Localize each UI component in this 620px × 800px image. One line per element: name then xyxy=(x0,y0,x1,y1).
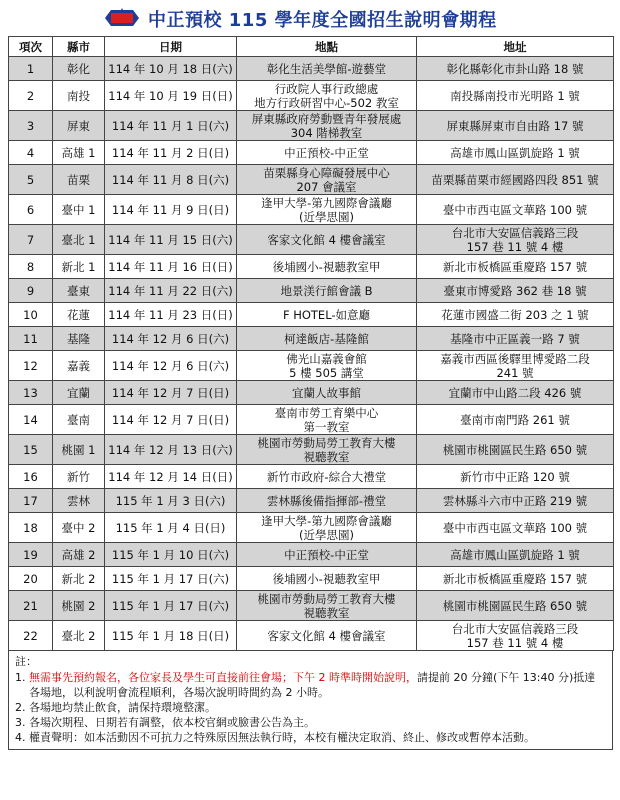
cell-city: 新竹 xyxy=(53,465,105,489)
column-header-city: 縣市 xyxy=(53,37,105,57)
cell-venue xyxy=(237,81,417,111)
cell-address-line: 高雄市鳳山區凱旋路 1 號 xyxy=(450,547,580,562)
cell-address xyxy=(417,303,614,327)
cell-number: 3 xyxy=(9,111,53,141)
cell-venue xyxy=(237,543,417,567)
table-row xyxy=(9,195,614,225)
table-row xyxy=(9,351,614,381)
table-row xyxy=(9,567,614,591)
cell-venue-line: 雲林縣後備指揮部-禮堂 xyxy=(266,493,387,508)
cell-number: 8 xyxy=(9,255,53,279)
cell-date: 114 年 11 月 8 日(六) xyxy=(105,165,237,195)
cell-address-line: 臺南市南門路 261 號 xyxy=(460,412,570,427)
cell-date: 114 年 11 月 9 日(日) xyxy=(105,195,237,225)
cell-venue xyxy=(237,381,417,405)
schedule-sheet xyxy=(8,36,613,750)
cell-address xyxy=(417,513,614,543)
cell-date: 114 年 11 月 1 日(六) xyxy=(105,111,237,141)
cell-date: 115 年 1 月 17 日(六) xyxy=(105,567,237,591)
cell-address xyxy=(417,405,614,435)
cell-venue-line: 逢甲大學-第九國際會議廳 xyxy=(261,513,392,528)
column-header-venue: 地點 xyxy=(237,37,417,57)
table-row xyxy=(9,111,614,141)
cell-date: 114 年 11 月 15 日(六) xyxy=(105,225,237,255)
cell-venue-line: 視聽教室 xyxy=(303,605,350,620)
table-row xyxy=(9,465,614,489)
cell-venue xyxy=(237,57,417,81)
cell-venue-line: (近學思園) xyxy=(299,209,354,224)
note-item xyxy=(15,670,606,700)
page-title: 中正預校 115 學年度全國招生說明會期程 xyxy=(148,10,497,31)
cell-address-line: 241 號 xyxy=(496,365,534,380)
page-header xyxy=(0,0,620,36)
cell-venue-line: 屏東縣政府勞動暨青年發展處 xyxy=(251,111,402,126)
note-number: 3. xyxy=(15,716,26,729)
cell-number: 19 xyxy=(9,543,53,567)
cell-venue-line: 304 階梯教室 xyxy=(290,125,363,140)
cell-address-line: 157 巷 11 號 4 樓 xyxy=(466,239,564,254)
table-row xyxy=(9,591,614,621)
schedule-table xyxy=(8,36,614,651)
cell-city: 基隆 xyxy=(53,327,105,351)
cell-address xyxy=(417,255,614,279)
cell-number: 16 xyxy=(9,465,53,489)
cell-venue xyxy=(237,591,417,621)
cell-address xyxy=(417,543,614,567)
cell-city: 屏東 xyxy=(53,111,105,141)
cell-address xyxy=(417,195,614,225)
cell-address xyxy=(417,57,614,81)
cell-venue xyxy=(237,279,417,303)
note-item xyxy=(15,715,606,730)
table-row xyxy=(9,255,614,279)
cell-number: 21 xyxy=(9,591,53,621)
note-highlight-text: 無需事先預約報名，各位家長及學生可直接前往會場；下午 2 時準時開始說明， xyxy=(29,671,417,684)
column-header-address: 地址 xyxy=(417,37,614,57)
cell-venue-line: 第一教室 xyxy=(303,419,350,434)
cell-number: 15 xyxy=(9,435,53,465)
cell-venue xyxy=(237,351,417,381)
cell-address-line: 花蓮市國盛二街 203 之 1 號 xyxy=(441,307,589,322)
note-body-text: 各場次期程、日期若有調整，依本校官網或臉書公告為主。 xyxy=(29,716,315,729)
cell-address-line: 彰化縣彰化市卦山路 18 號 xyxy=(446,61,584,76)
cell-address-line: 基隆市中正區義一路 7 號 xyxy=(450,331,580,346)
note-body-text: 各場地均禁止飲食，請保持環境整潔。 xyxy=(29,701,216,714)
cell-date: 114 年 12 月 13 日(六) xyxy=(105,435,237,465)
table-row xyxy=(9,225,614,255)
cell-venue xyxy=(237,327,417,351)
cell-venue-line: 207 會議室 xyxy=(296,179,357,194)
cell-address xyxy=(417,591,614,621)
table-row xyxy=(9,279,614,303)
cell-number: 4 xyxy=(9,141,53,165)
cell-date: 114 年 12 月 7 日(日) xyxy=(105,381,237,405)
cell-address-line: 雲林縣斗六市中正路 219 號 xyxy=(442,493,588,508)
cell-address xyxy=(417,165,614,195)
cell-venue-line: 佛光山嘉義會館 xyxy=(286,351,367,366)
cell-date: 114 年 11 月 16 日(日) xyxy=(105,255,237,279)
cell-venue-line: 新竹市政府-綜合大禮堂 xyxy=(266,469,387,484)
cell-address xyxy=(417,279,614,303)
cell-date: 114 年 10 月 18 日(六) xyxy=(105,57,237,81)
cell-venue-line: 柯達飯店-基隆館 xyxy=(284,331,369,346)
note-item xyxy=(15,700,606,715)
cell-number: 5 xyxy=(9,165,53,195)
table-row xyxy=(9,621,614,651)
table-row xyxy=(9,435,614,465)
cell-date: 114 年 11 月 22 日(六) xyxy=(105,279,237,303)
cell-venue-line: 客家文化館 4 樓會議室 xyxy=(267,628,386,643)
school-emblem-icon xyxy=(104,7,140,29)
cell-venue-line: (近學思園) xyxy=(299,527,354,542)
cell-address-line: 台北市大安區信義路三段 xyxy=(451,621,579,636)
cell-address-line: 高雄市鳳山區凱旋路 1 號 xyxy=(450,145,580,160)
column-header-date: 日期 xyxy=(105,37,237,57)
cell-venue-line: 桃園市勞動局勞工教育大樓 xyxy=(257,591,396,606)
cell-address-line: 臺中市西屯區文華路 100 號 xyxy=(442,202,588,217)
cell-address xyxy=(417,141,614,165)
cell-address-line: 桃園市桃園區民生路 650 號 xyxy=(442,598,588,613)
cell-venue xyxy=(237,111,417,141)
cell-venue-line: 客家文化館 4 樓會議室 xyxy=(267,232,386,247)
cell-city: 臺北 2 xyxy=(53,621,105,651)
cell-number: 12 xyxy=(9,351,53,381)
cell-date: 115 年 1 月 10 日(六) xyxy=(105,543,237,567)
cell-city: 宜蘭 xyxy=(53,381,105,405)
cell-city: 臺中 1 xyxy=(53,195,105,225)
cell-date: 115 年 1 月 3 日(六) xyxy=(105,489,237,513)
cell-address-line: 新竹市中正路 120 號 xyxy=(460,469,570,484)
cell-address-line: 新北市板橋區重慶路 157 號 xyxy=(442,571,588,586)
cell-address-line: 157 巷 11 號 4 樓 xyxy=(466,635,564,650)
cell-address xyxy=(417,81,614,111)
cell-number: 9 xyxy=(9,279,53,303)
cell-venue-line: 中正預校-中正堂 xyxy=(284,547,369,562)
note-text xyxy=(29,715,606,730)
cell-city: 南投 xyxy=(53,81,105,111)
cell-city: 彰化 xyxy=(53,57,105,81)
note-number: 2. xyxy=(15,701,26,714)
cell-city: 高雄 1 xyxy=(53,141,105,165)
cell-venue xyxy=(237,513,417,543)
cell-city: 雲林 xyxy=(53,489,105,513)
cell-venue xyxy=(237,489,417,513)
cell-venue xyxy=(237,303,417,327)
cell-date: 114 年 12 月 6 日(六) xyxy=(105,327,237,351)
table-row xyxy=(9,327,614,351)
cell-venue xyxy=(237,165,417,195)
table-row xyxy=(9,57,614,81)
cell-address-line: 桃園市桃園區民生路 650 號 xyxy=(442,442,588,457)
cell-date: 114 年 12 月 7 日(日) xyxy=(105,405,237,435)
cell-venue-line: 中正預校-中正堂 xyxy=(284,145,369,160)
cell-venue xyxy=(237,435,417,465)
cell-address xyxy=(417,327,614,351)
cell-address xyxy=(417,465,614,489)
cell-number: 11 xyxy=(9,327,53,351)
cell-address-line: 嘉義市西區後驛里博愛路二段 xyxy=(440,351,590,366)
cell-venue-line: 地景渼行館會議 B xyxy=(280,283,373,298)
table-row xyxy=(9,543,614,567)
cell-venue-line: 行政院人事行政總處 xyxy=(274,81,379,96)
table-row xyxy=(9,81,614,111)
cell-venue-line: 5 樓 505 講堂 xyxy=(289,365,364,380)
cell-city: 新北 1 xyxy=(53,255,105,279)
cell-venue-line: 彰化生活美學館-遊藝堂 xyxy=(266,61,387,76)
cell-number: 18 xyxy=(9,513,53,543)
cell-venue xyxy=(237,195,417,225)
cell-venue xyxy=(237,405,417,435)
cell-venue-line: F HOTEL-如意廳 xyxy=(282,307,371,322)
cell-address xyxy=(417,111,614,141)
cell-venue-line: 地方行政研習中心-502 教室 xyxy=(254,95,399,110)
cell-address xyxy=(417,225,614,255)
cell-number: 20 xyxy=(9,567,53,591)
cell-date: 114 年 12 月 6 日(六) xyxy=(105,351,237,381)
cell-address-line: 臺東市博愛路 362 巷 18 號 xyxy=(443,283,587,298)
cell-venue xyxy=(237,621,417,651)
cell-number: 17 xyxy=(9,489,53,513)
cell-number: 1 xyxy=(9,57,53,81)
notes-list xyxy=(15,670,606,745)
cell-address-line: 南投縣南投市光明路 1 號 xyxy=(450,88,580,103)
cell-venue xyxy=(237,255,417,279)
column-header-number: 項次 xyxy=(9,37,53,57)
cell-venue-line: 苗栗縣身心障礙發展中心 xyxy=(263,165,390,180)
note-text xyxy=(29,730,606,745)
cell-number: 14 xyxy=(9,405,53,435)
table-row xyxy=(9,165,614,195)
notes-label: 註： xyxy=(15,655,37,668)
note-body-text: 權責聲明：如本活動因不可抗力之特殊原因無法執行時，本校有權決定取消、終止、修改或暫停本活動。 xyxy=(29,731,535,744)
cell-city: 桃園 1 xyxy=(53,435,105,465)
cell-date: 115 年 1 月 17 日(六) xyxy=(105,591,237,621)
cell-city: 花蓮 xyxy=(53,303,105,327)
cell-venue-line: 後埔國小-視聽教室甲 xyxy=(272,259,381,274)
note-number: 4. xyxy=(15,731,26,744)
cell-number: 13 xyxy=(9,381,53,405)
cell-venue-line: 視聽教室 xyxy=(303,449,350,464)
table-row xyxy=(9,489,614,513)
cell-address-line: 新北市板橋區重慶路 157 號 xyxy=(442,259,588,274)
cell-address-line: 苗栗縣苗栗市經國路四段 851 號 xyxy=(431,172,599,187)
cell-city: 桃園 2 xyxy=(53,591,105,621)
cell-number: 6 xyxy=(9,195,53,225)
cell-number: 2 xyxy=(9,81,53,111)
cell-address-line: 宜蘭市中山路二段 426 號 xyxy=(448,385,582,400)
table-row xyxy=(9,405,614,435)
notes-section xyxy=(8,651,613,750)
cell-city: 臺東 xyxy=(53,279,105,303)
schedule-rows xyxy=(9,57,614,651)
table-row xyxy=(9,513,614,543)
cell-venue-line: 宜蘭人故事館 xyxy=(292,385,361,400)
cell-number: 22 xyxy=(9,621,53,651)
cell-date: 114 年 10 月 19 日(日) xyxy=(105,81,237,111)
table-header-row xyxy=(9,37,614,57)
cell-address-line: 屏東縣屏東市自由路 17 號 xyxy=(446,118,584,133)
cell-number: 10 xyxy=(9,303,53,327)
cell-venue-line: 桃園市勞動局勞工教育大樓 xyxy=(257,435,396,450)
cell-address xyxy=(417,567,614,591)
cell-city: 臺中 2 xyxy=(53,513,105,543)
cell-venue-line: 逢甲大學-第九國際會議廳 xyxy=(261,195,392,210)
cell-address xyxy=(417,489,614,513)
cell-venue-line: 後埔國小-視聽教室甲 xyxy=(272,571,381,586)
cell-venue xyxy=(237,465,417,489)
cell-address-line: 臺中市西屯區文華路 100 號 xyxy=(442,520,588,535)
cell-venue xyxy=(237,225,417,255)
cell-city: 苗栗 xyxy=(53,165,105,195)
cell-address-line: 台北市大安區信義路三段 xyxy=(451,225,579,240)
cell-date: 115 年 1 月 18 日(日) xyxy=(105,621,237,651)
cell-address xyxy=(417,351,614,381)
cell-city: 臺南 xyxy=(53,405,105,435)
cell-date: 114 年 11 月 2 日(日) xyxy=(105,141,237,165)
cell-date: 114 年 11 月 23 日(日) xyxy=(105,303,237,327)
cell-address xyxy=(417,435,614,465)
cell-city: 新北 2 xyxy=(53,567,105,591)
cell-number: 7 xyxy=(9,225,53,255)
note-number: 1. xyxy=(15,671,26,684)
table-row xyxy=(9,303,614,327)
cell-date: 115 年 1 月 4 日(日) xyxy=(105,513,237,543)
cell-venue-line: 臺南市勞工育樂中心 xyxy=(274,405,379,420)
cell-venue xyxy=(237,141,417,165)
cell-city: 臺北 1 xyxy=(53,225,105,255)
cell-city: 嘉義 xyxy=(53,351,105,381)
table-row xyxy=(9,381,614,405)
note-text xyxy=(29,670,606,700)
cell-address xyxy=(417,381,614,405)
cell-date: 114 年 12 月 14 日(日) xyxy=(105,465,237,489)
table-row xyxy=(9,141,614,165)
note-item xyxy=(15,730,606,745)
cell-city: 高雄 2 xyxy=(53,543,105,567)
cell-address xyxy=(417,621,614,651)
cell-venue xyxy=(237,567,417,591)
note-text xyxy=(29,700,606,715)
note-body-text: 請提前 20 分鐘(下午 13:40 分)抵達各場地，以利說明會流程順利，各場次說明時間約為 2 小時。 xyxy=(29,671,596,699)
